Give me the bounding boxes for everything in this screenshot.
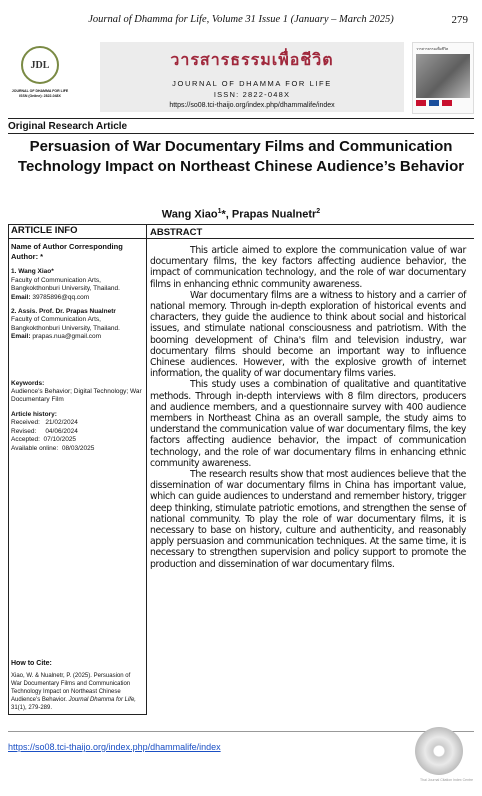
corresponding-author-label: Name of Author Corresponding Author: * bbox=[11, 242, 123, 262]
footer-link[interactable]: https://so08.tci-thaijo.org/index.php/dhammalife/index bbox=[8, 742, 221, 752]
journal-url[interactable]: https://so08.tci-thaijo.org/index.php/dhammalife/index bbox=[169, 102, 335, 109]
date-revised: Revised: 04/06/2024 bbox=[11, 427, 78, 435]
abstract-paragraph: This study uses a combination of qualitative and quantitative methods. Through in-depth interviews with 8 film directors, producers and audience members, and a questionnaire survey with 400 audience members in Northeast China as an overall sample, the study aims to understand the communication value of war documentary films, the key factors affecting audience behavior, the impact of communication technology, and the role of war documentary films in enhancing ethnic community awareness. bbox=[150, 379, 466, 469]
page-number: 279 bbox=[451, 14, 468, 26]
cover-artwork bbox=[416, 54, 470, 98]
author-1-email: Email: 39785896@qq.com bbox=[11, 293, 90, 301]
author-1-affiliation: Bangkokthonburi University, Thailand. bbox=[11, 285, 120, 293]
author-2-affiliation: Bangkokthonburi University, Thailand. bbox=[11, 324, 120, 332]
article-type: Original Research Article bbox=[8, 121, 128, 132]
how-to-cite-heading: How to Cite: bbox=[11, 660, 52, 667]
abstract-paragraph: The research results show that most audiences believe that the dissemination of war documentary films in China has important value, which can guide audiences to understand and remember history, trigger deep thinking, stimulate patriotic emotions, and strengthen the sense of national community. To play the role of war documentary films, it is necessary to base on history, culture and authenticity, and reasonably apply persuasion and communication techniques. At the same time, it is necessary to strengthen supervision and policy support to promote the production and dissemination of war documentary films. bbox=[150, 469, 466, 570]
logo-caption-2: ISSN (Online): 2822-048X bbox=[19, 93, 61, 98]
article-info-heading: ARTICLE INFO bbox=[11, 225, 78, 236]
journal-logo bbox=[8, 42, 72, 112]
author-2: *, Prapas Nualnetr bbox=[221, 208, 317, 221]
tci-badge-icon bbox=[415, 727, 463, 775]
journal-issn: ISSN: 2822-048X bbox=[213, 90, 291, 99]
abstract bbox=[150, 227, 466, 570]
thai-journal-title: วารสารธรรมเพื่อชีวิต bbox=[170, 52, 334, 69]
divider bbox=[8, 714, 147, 715]
tci-badge-caption: Thai Journal Citation Index Centre bbox=[420, 778, 474, 782]
how-to-cite-text: Xiao, W. & Nualnetr, P. (2025). Persuasion of War Documentary Films and Communication Technology Impact on Northeast Chinese Audience’s Behavior. Journal Dhamma for Life, 31(1), 279-289. bbox=[11, 673, 136, 711]
date-received: Received: 21/02/2024 bbox=[11, 419, 78, 427]
article-info bbox=[8, 227, 144, 453]
affiliation-mark-1: 1 bbox=[217, 208, 222, 215]
author-2-affiliation: Faculty of Communication Arts, bbox=[11, 316, 101, 324]
affiliation-mark-2: 2 bbox=[316, 208, 321, 215]
logo-caption-1: JOURNAL OF DHAMMA FOR LIFE bbox=[11, 89, 69, 93]
divider bbox=[8, 133, 474, 134]
date-available: Available online: 08/03/2025 bbox=[11, 444, 95, 452]
journal-cover-image bbox=[412, 42, 474, 114]
author-2-name: 2. Assis. Prof. Dr. Prapas Nualnetr bbox=[11, 308, 116, 316]
abstract-paragraph: This article aimed to explore the communication value of war documentary films, the key factors affecting audience behavior, the impact of communication technology, and the role of war documentary films in enhancing ethnic community awareness. bbox=[150, 245, 466, 290]
cover-title: วารสารธรรมเพื่อชีวิต bbox=[416, 47, 449, 51]
column-border bbox=[146, 224, 147, 714]
keywords: Audience’s Behavior; Digital Technology; War Documentary Film bbox=[11, 388, 142, 404]
article-title: Persuasion of War Documentary Films and Communication Technology Impact on Northeast Chinese Audience’s Behavior bbox=[17, 138, 465, 175]
footer-divider bbox=[8, 731, 474, 732]
divider bbox=[8, 224, 474, 225]
author-2-email: Email: prapas.nua@gmail.com bbox=[11, 333, 102, 341]
author-1-affiliation: Faculty of Communication Arts, bbox=[11, 276, 101, 284]
banner-center bbox=[100, 42, 404, 112]
abstract-paragraph: War documentary films are a witness to history and a carrier of national memory. Through in-depth exploration of historical events and characters, they guide the audience to think about social and historical issues, and stimulate national consciousness and patriotism. With the booming development of China's film and television industry, war documentary films should become an important way to influence Chinese audiences. However, with the explosive growth of internet information, the quality of war documentary films varies. bbox=[150, 289, 466, 380]
cover-logos bbox=[416, 100, 470, 106]
author-1: Wang Xiao bbox=[161, 208, 218, 221]
abstract-heading: ABSTRACT bbox=[150, 227, 203, 238]
keywords-label: Keywords: bbox=[11, 379, 45, 387]
journal-banner bbox=[8, 40, 474, 114]
date-accepted: Accepted: 07/10/2025 bbox=[11, 436, 77, 444]
running-head: Journal of Dhamma for Life, Volume 31 Issue 1 (January – March 2025) bbox=[88, 14, 394, 25]
author-1-name: 1. Wang Xiao* bbox=[11, 268, 54, 276]
logo-caption bbox=[8, 89, 72, 98]
logo-emblem: JDL bbox=[21, 46, 59, 84]
journal-name: JOURNAL OF DHAMMA FOR LIFE bbox=[172, 79, 332, 88]
divider bbox=[8, 118, 474, 119]
author-line bbox=[0, 208, 482, 221]
history-label: Article history: bbox=[11, 410, 57, 418]
